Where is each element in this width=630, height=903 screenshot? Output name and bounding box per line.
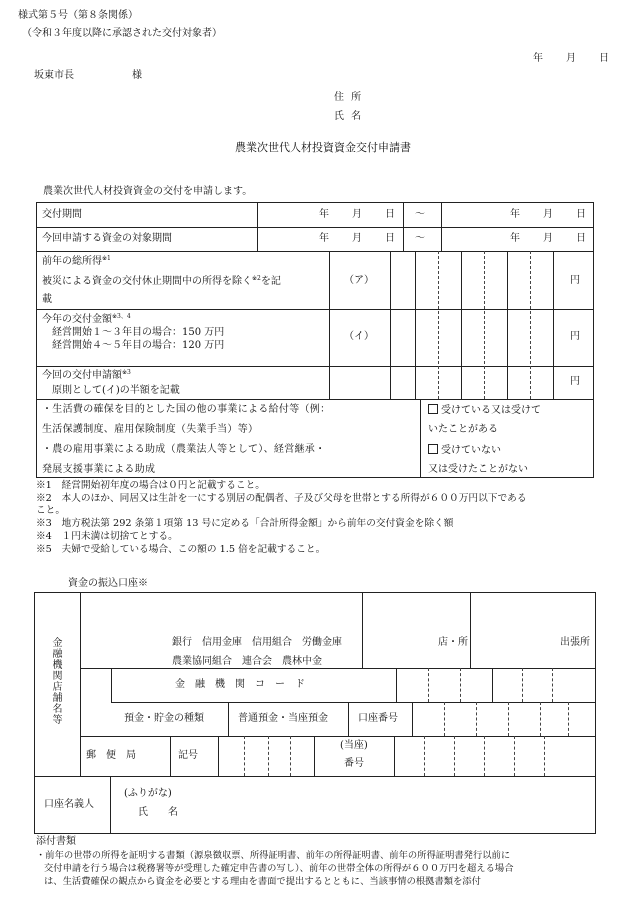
account-number-label: 口座番号 xyxy=(358,713,398,724)
other-benefit-line2: 生活保護制度、雇用保険制度（失業手当）等） xyxy=(42,424,259,435)
period-label: 交付期間 xyxy=(42,209,82,220)
period-start-year: 年 xyxy=(319,209,329,220)
prev-income-label: 前年の総所得$^{※1}$ xyxy=(42,255,111,267)
period-end-year: 年 xyxy=(510,209,520,220)
attachments-line3: は、生活費確保の観点から資金を必要とする理由を書面で提出するとともに、当該事情の根拠書類を添付 xyxy=(44,876,481,887)
footnote-2-cont: こと。 xyxy=(36,505,66,517)
marker-i: （イ） xyxy=(344,331,374,342)
this-app-label: 今回の交付申請額$^{※3}$ xyxy=(42,369,131,381)
footnote-1: ※1 経営開始初年度の場合は０円と記載すること。 xyxy=(36,480,265,491)
choice-not-received-line2: 又は受けたことがない xyxy=(428,464,528,475)
applicant-name-label: 氏 名 xyxy=(334,111,364,122)
post-number-paren: (当座) xyxy=(340,740,368,751)
target-start-day: 日 xyxy=(385,233,395,244)
branch-label: 店・所 xyxy=(438,637,468,648)
applicant-address-label: 住 所 xyxy=(334,92,364,103)
holder-name-label: 氏 名 xyxy=(138,807,178,818)
post-number-label: 番号 xyxy=(344,758,364,769)
deposit-type-options[interactable]: 普通預金・当座預金 xyxy=(238,713,328,724)
bank-types-line1: 銀行 信用金庫 信用組合 労働金庫 xyxy=(172,637,342,648)
bank-side-label: 金融機関店舗名等 xyxy=(50,637,61,725)
yen-unit-app: 円 xyxy=(570,376,580,387)
footnotes xyxy=(36,480,527,556)
prev-income-note-line2: 載 xyxy=(42,294,52,305)
marker-a: （ア） xyxy=(344,275,374,286)
choice-received[interactable]: 受けている又は受けて xyxy=(428,404,541,417)
footnote-5: ※5 夫婦で受給している場合、この額の 1.5 倍を記載すること。 xyxy=(36,543,326,555)
intro-text: 農業次世代人材投資資金の交付を申請します。 xyxy=(43,186,253,197)
bank-types-line2: 農業協同組合 連合会 農林中金 xyxy=(172,656,322,667)
date-year: 年 xyxy=(533,53,543,64)
other-benefit-line4: 発展支援事業による助成 xyxy=(42,464,156,475)
deposit-type-label: 預金・貯金の種類 xyxy=(124,713,204,724)
target-end-year: 年 xyxy=(510,233,520,244)
attachments-line1: ・前年の世帯の所得を証明する書類（源泉徴収票、所得証明書、前年の所得証明書、前年の所得証明書発行以前に xyxy=(36,850,511,861)
target-period-label: 今回申請する資金の対象期間 xyxy=(42,233,172,244)
other-benefit-line1: ・生活費の確保を目的とした国の他の事業による給付等（例： xyxy=(42,404,331,415)
addressee-honorific: 様 xyxy=(132,70,142,81)
this-year-line1: 経営開始１～３年目の場合：150 万円 xyxy=(52,327,225,338)
addressee: 坂東市長 xyxy=(34,70,74,81)
date-day: 日 xyxy=(599,53,609,64)
footnote-3: ※3 地方税法第 292 条第１項第 13 号に定める「合計所得金額」から前年の交付資金を除く額 xyxy=(36,518,454,530)
period-start-month: 月 xyxy=(352,209,362,220)
footnote-2: ※2 本人のほか、同居又は生計を一にする別居の配偶者、子及び父母を世帯とする所得が６００万円以下である xyxy=(36,492,527,504)
choice-not-received[interactable]: 受けていない xyxy=(428,444,501,457)
target-start-month: 月 xyxy=(352,233,362,244)
furigana-label: (ふりがな) xyxy=(124,788,172,799)
yen-unit-a: 円 xyxy=(570,275,580,286)
this-year-label: 今年の交付金額$^{※3、4}$ xyxy=(42,313,131,325)
checkbox-received[interactable] xyxy=(428,404,438,414)
period-tilde: ～ xyxy=(415,209,425,220)
choice-received-line2: いたことがある xyxy=(428,424,498,435)
prev-income-note: 被災による資金の交付休止期間中の所得を除く$^{※2}$を記 xyxy=(42,275,281,287)
other-benefit-line3: ・農の雇用事業による助成（農業法人等として）、経営継承・ xyxy=(42,444,326,455)
page-title: 農業次世代人材投資資金交付申請書 xyxy=(235,141,411,154)
period-end-day: 日 xyxy=(576,209,586,220)
target-end-month: 月 xyxy=(543,233,553,244)
bank-section-title: 資金の振込口座※ xyxy=(68,578,148,589)
this-year-line2: 経営開始４～５年目の場合：120 万円 xyxy=(52,340,225,351)
checkbox-not-received[interactable] xyxy=(428,444,438,454)
post-symbol-label: 記号 xyxy=(178,750,198,761)
post-office-label: 郵 便 局 xyxy=(86,750,136,761)
attachments-line2: 交付申請を行う場合は税務署等が受理した確定申告書の写し）、前年の世帯全体の所得が６００万円を超える場合 xyxy=(44,863,514,874)
applicability-note: （令和３年度以降に承認された交付対象者） xyxy=(22,28,222,39)
target-end-day: 日 xyxy=(576,233,586,244)
target-start-year: 年 xyxy=(319,233,329,244)
period-start-day: 日 xyxy=(385,209,395,220)
target-tilde: ～ xyxy=(415,233,425,244)
account-holder-label: 口座名義人 xyxy=(44,799,94,810)
this-app-note: 原則として(イ)の半額を記載 xyxy=(52,385,180,396)
form-number: 様式第５号（第８条関係） xyxy=(18,10,138,21)
period-end-month: 月 xyxy=(543,209,553,220)
date-month: 月 xyxy=(566,53,576,64)
bank-code-label: 金 融 機 関 コ ー ド xyxy=(175,679,305,690)
branch-office-label: 出張所 xyxy=(560,637,590,648)
attachments-title: 添付書類 xyxy=(36,836,76,847)
yen-unit-i: 円 xyxy=(570,331,580,342)
footnote-4: ※4 １円未満は切捨てとする。 xyxy=(36,530,178,542)
